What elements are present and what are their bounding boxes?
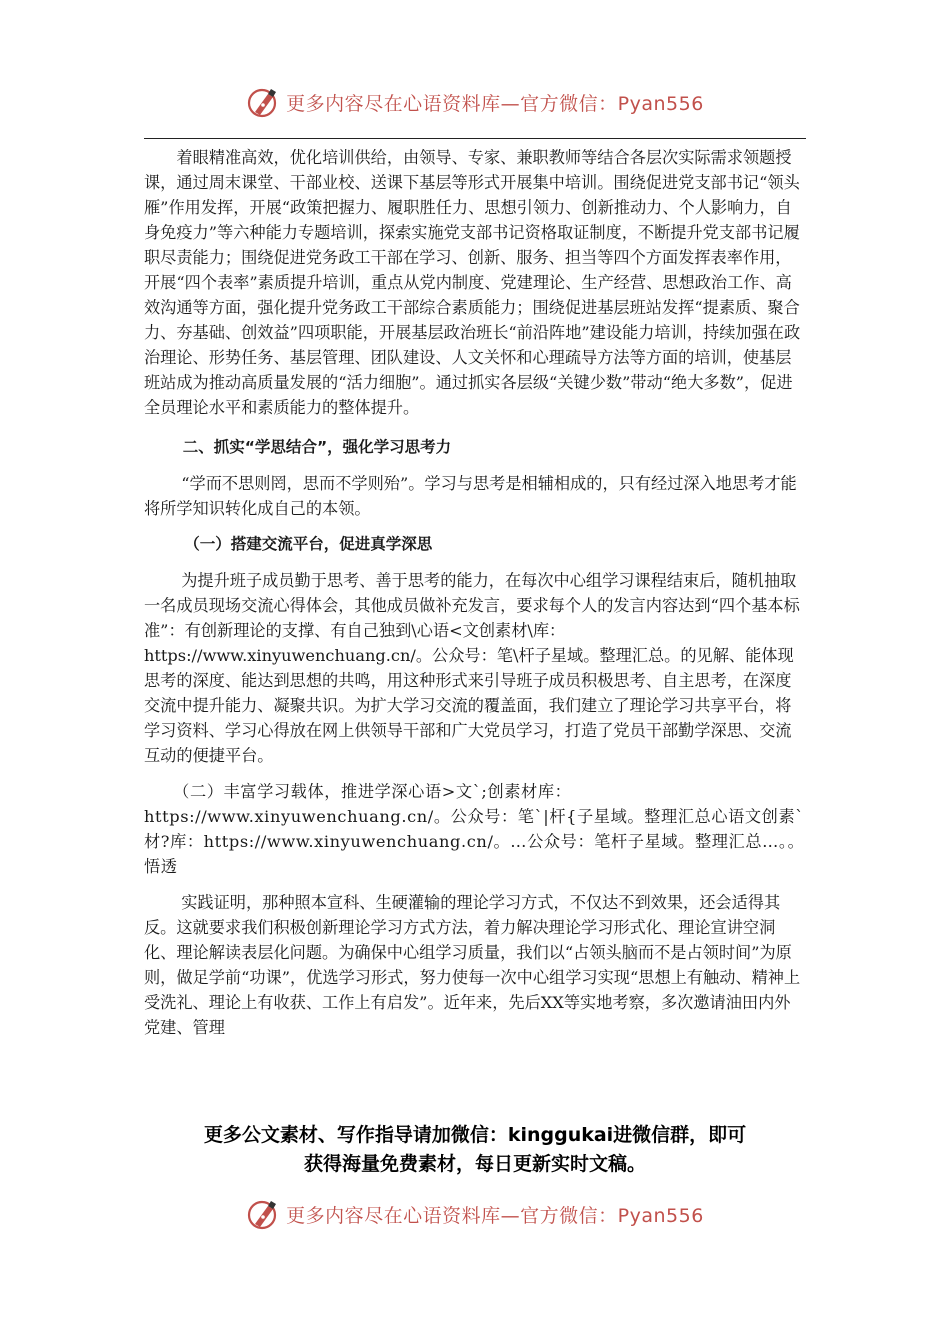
pen-nib-logo-icon (246, 1197, 280, 1231)
header-banner (0, 82, 950, 122)
pen-nib-logo-icon (246, 85, 280, 119)
footer-banner-text: 更多内容尽在心语资料库—官方微信：Pyan556 (286, 1204, 704, 1227)
subheading-1: （一）搭建交流平台，促进真学深思 (184, 535, 433, 553)
section-heading-2: 二、抓实“学思结合”，强化学习思考力 (182, 438, 452, 456)
paragraph-practice: 实践证明，那种照本宣科、生硬灌输的理论学习方式，不仅达不到效果，还会适得其反。这就要求我们积极创新理论学习方式方法，着力解决理论学习形式化、理论宣讲空洞化、理论解读表层化问题。为确保中心组学习质量，我们以“占领头脑而不是占领时间”为原则，做足学前“功课”，优选学习形式，努力使每一次中心组学习实现“思想上有触动、精神上受洗礼、理论上有收获、工作上有启发”。近年来，先后XX等实地考察，多次邀请油田内外党建、管理 (144, 893, 801, 1037)
subheading-2: （二）丰富学习载体，推进学深心语>文`;创素材库：https://www.xinyuwenchuang.cn/。公众号：笔`|杆{子星域。整理汇总心语文创素`材?库：https://www.xinyuwenchuang.cn/。…公众号：笔杆子星域。整理汇总…。。悟透 (144, 782, 805, 876)
header-divider (144, 138, 806, 139)
paragraph-exchange: 为提升班子成员勤于思考、善于思考的能力，在每次中心组学习课程结束后，随机抽取一名成员现场交流心得体会，其他成员做补充发言，要求每个人的发言内容达到“四个基本标准”：有创新理论的支撑、有自己独到\心语<文创素材\库：https://www.xinyuwenchuang.cn/。公众号：笔\杆子星域。整理汇总。的见解、能体现思考的深度、能达到思想的共鸣，用这种形式来引导班子成员积极思考、自主思考，在深度交流中提升能力、凝聚共识。为扩大学习交流的覆盖面，我们建立了理论学习共享平台，将学习资料、学习心得放在网上供领导干部和广大党员学习，打造了党员干部勤学深思、交流互动的便捷平台。 (144, 571, 800, 765)
promo-notice (150, 1121, 800, 1179)
promo-line-1: 更多公文素材、写作指导请加微信：kinggukai进微信群，即可 (203, 1124, 747, 1146)
paragraph-quote: “学而不思则罔，思而不学则殆”。学习与思考是相辅相成的，只有经过深入地思考才能将所学知识转化成自己的本领。 (144, 474, 797, 518)
header-banner-text: 更多内容尽在心语资料库—官方微信：Pyan556 (286, 92, 704, 115)
document-body (144, 145, 806, 1040)
paragraph-training: 着眼精准高效，优化培训供给，由领导、专家、兼职教师等结合各层次实际需求领题授课，通过周末课堂、干部业校、送课下基层等形式开展集中培训。围绕促进党支部书记“领头雁”作用发挥，开展“政策把握力、履职胜任力、思想引领力、创新推动力、个人影响力，自身免疫力”等六种能力专题培训，探索实施党支部书记资格取证制度，不断提升党支部书记履职尽责能力；围绕促进党务政工干部在学习、创新、服务、担当等四个方面发挥表率作用，开展“四个表率”素质提升培训，重点从党内制度、党建理论、生产经营、思想政治工作、高效沟通等方面，强化提升党务政工干部综合素质能力；围绕促进基层班站发挥“提素质、聚合力、夯基础、创效益”四项职能，开展基层政治班长“前沿阵地”建设能力培训，持续加强在政治理论、形势任务、基层管理、团队建设、人文关怀和心理疏导方法等方面的培训，使基层班站成为推动高质量发展的“活力细胞”。通过抓实各层级“关键少数”带动“绝大多数”，促进全员理论水平和素质能力的整体提升。 (144, 148, 801, 417)
promo-line-2: 获得海量免费素材，每日更新实时文稿。 (303, 1153, 646, 1175)
footer-banner (0, 1194, 950, 1234)
